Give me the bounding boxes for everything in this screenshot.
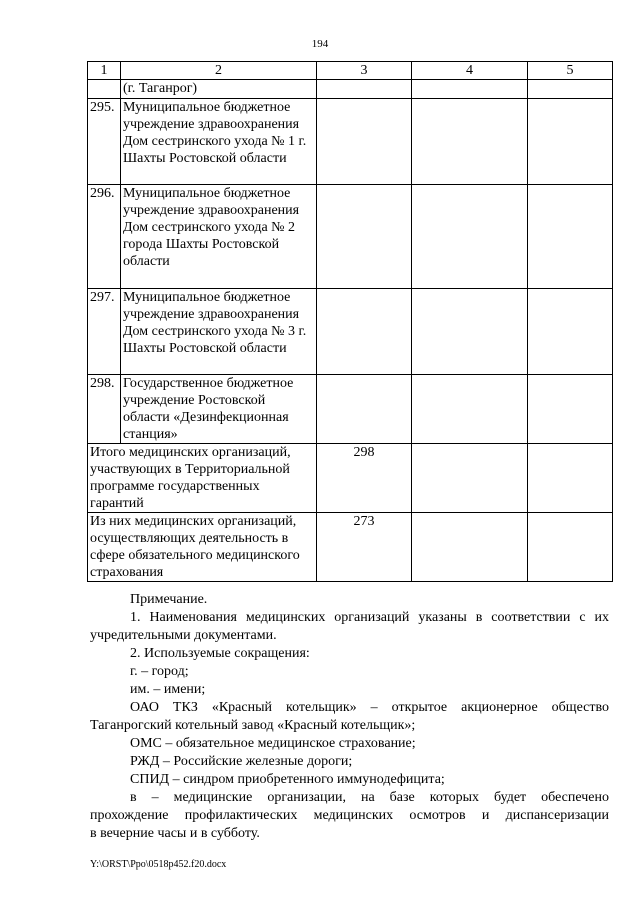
num-cell bbox=[88, 80, 121, 99]
table-row-continuation bbox=[88, 80, 613, 99]
value-cell bbox=[412, 185, 528, 289]
total-value: 298 bbox=[317, 444, 412, 513]
value-cell bbox=[412, 375, 528, 444]
header-cell: 5 bbox=[528, 62, 613, 80]
total-value: 273 bbox=[317, 513, 412, 582]
abbreviation: РЖД – Российские железные дороги; bbox=[130, 754, 353, 769]
num-cell: 295. bbox=[88, 99, 121, 185]
table-row bbox=[88, 375, 613, 444]
note-item-2: 2. Используемые сокращения: bbox=[130, 646, 310, 661]
value-cell bbox=[317, 375, 412, 444]
value-cell bbox=[412, 289, 528, 375]
abbreviation: г. – город; bbox=[130, 664, 189, 679]
abbreviation: ОАО ТКЗ «Красный котельщик» – открытое акционерное общество bbox=[130, 700, 609, 715]
num-cell: 297. bbox=[88, 289, 121, 375]
value-cell bbox=[412, 99, 528, 185]
name-cell: (г. Таганрог) bbox=[121, 80, 317, 99]
page-number: 194 bbox=[311, 38, 329, 50]
mark-explanation: в – медицинские организации, на базе которых будет обеспечено bbox=[130, 790, 609, 805]
organizations-table bbox=[87, 61, 613, 582]
notes-heading: Примечание. bbox=[130, 592, 208, 607]
value-cell bbox=[317, 289, 412, 375]
abbreviation: им. – имени; bbox=[130, 682, 206, 697]
name-cell: Государственное бюджетное учреждение Ростовской области «Дезинфекционная станция» bbox=[121, 375, 317, 444]
table-row bbox=[88, 185, 613, 289]
header-cell: 3 bbox=[317, 62, 412, 80]
total-row bbox=[88, 444, 613, 513]
note-item-1: 1. Наименования медицинских организаций указаны в соответствии с их учредительными документами. bbox=[90, 610, 609, 643]
mark-explanation-continued: прохождение профилактических медицинских осмотров и диспансеризации bbox=[90, 808, 609, 823]
mark-explanation-continued: в вечерние часы и в субботу. bbox=[90, 826, 260, 841]
notes-section bbox=[90, 591, 609, 843]
total-label: Итого медицинских организаций, участвующих в Территориальной программе государственных гарантий bbox=[88, 444, 317, 513]
value-cell bbox=[528, 289, 613, 375]
abbreviation-continued: Таганрогский котельный завод «Красный котельщик»; bbox=[90, 718, 416, 733]
value-cell bbox=[528, 375, 613, 444]
num-cell: 298. bbox=[88, 375, 121, 444]
name-cell: Муниципальное бюджетное учреждение здравоохранения Дом сестринского ухода № 1 г. Шахты Ростовской области bbox=[121, 99, 317, 185]
header-cell: 4 bbox=[412, 62, 528, 80]
total-label: Из них медицинских организаций, осуществляющих деятельность в сфере обязательного медицинского страхования bbox=[88, 513, 317, 582]
table-row bbox=[88, 289, 613, 375]
header-cell: 1 bbox=[88, 62, 121, 80]
total-row bbox=[88, 513, 613, 582]
table-row bbox=[88, 99, 613, 185]
footer-file-path: Y:\ORST\Ppo\0518p452.f20.docx bbox=[90, 859, 227, 870]
value-cell bbox=[528, 99, 613, 185]
name-cell: Муниципальное бюджетное учреждение здравоохранения Дом сестринского ухода № 2 города Шахты Ростовской области bbox=[121, 185, 317, 289]
value-cell bbox=[317, 99, 412, 185]
num-cell: 296. bbox=[88, 185, 121, 289]
name-cell: Муниципальное бюджетное учреждение здравоохранения Дом сестринского ухода № 3 г. Шахты Ростовской области bbox=[121, 289, 317, 375]
header-cell: 2 bbox=[121, 62, 317, 80]
value-cell bbox=[528, 185, 613, 289]
abbreviation: ОМС – обязательное медицинское страхование; bbox=[130, 736, 416, 751]
abbreviation: СПИД – синдром приобретенного иммунодефицита; bbox=[130, 772, 445, 787]
table-header-row bbox=[88, 62, 613, 80]
value-cell bbox=[317, 185, 412, 289]
